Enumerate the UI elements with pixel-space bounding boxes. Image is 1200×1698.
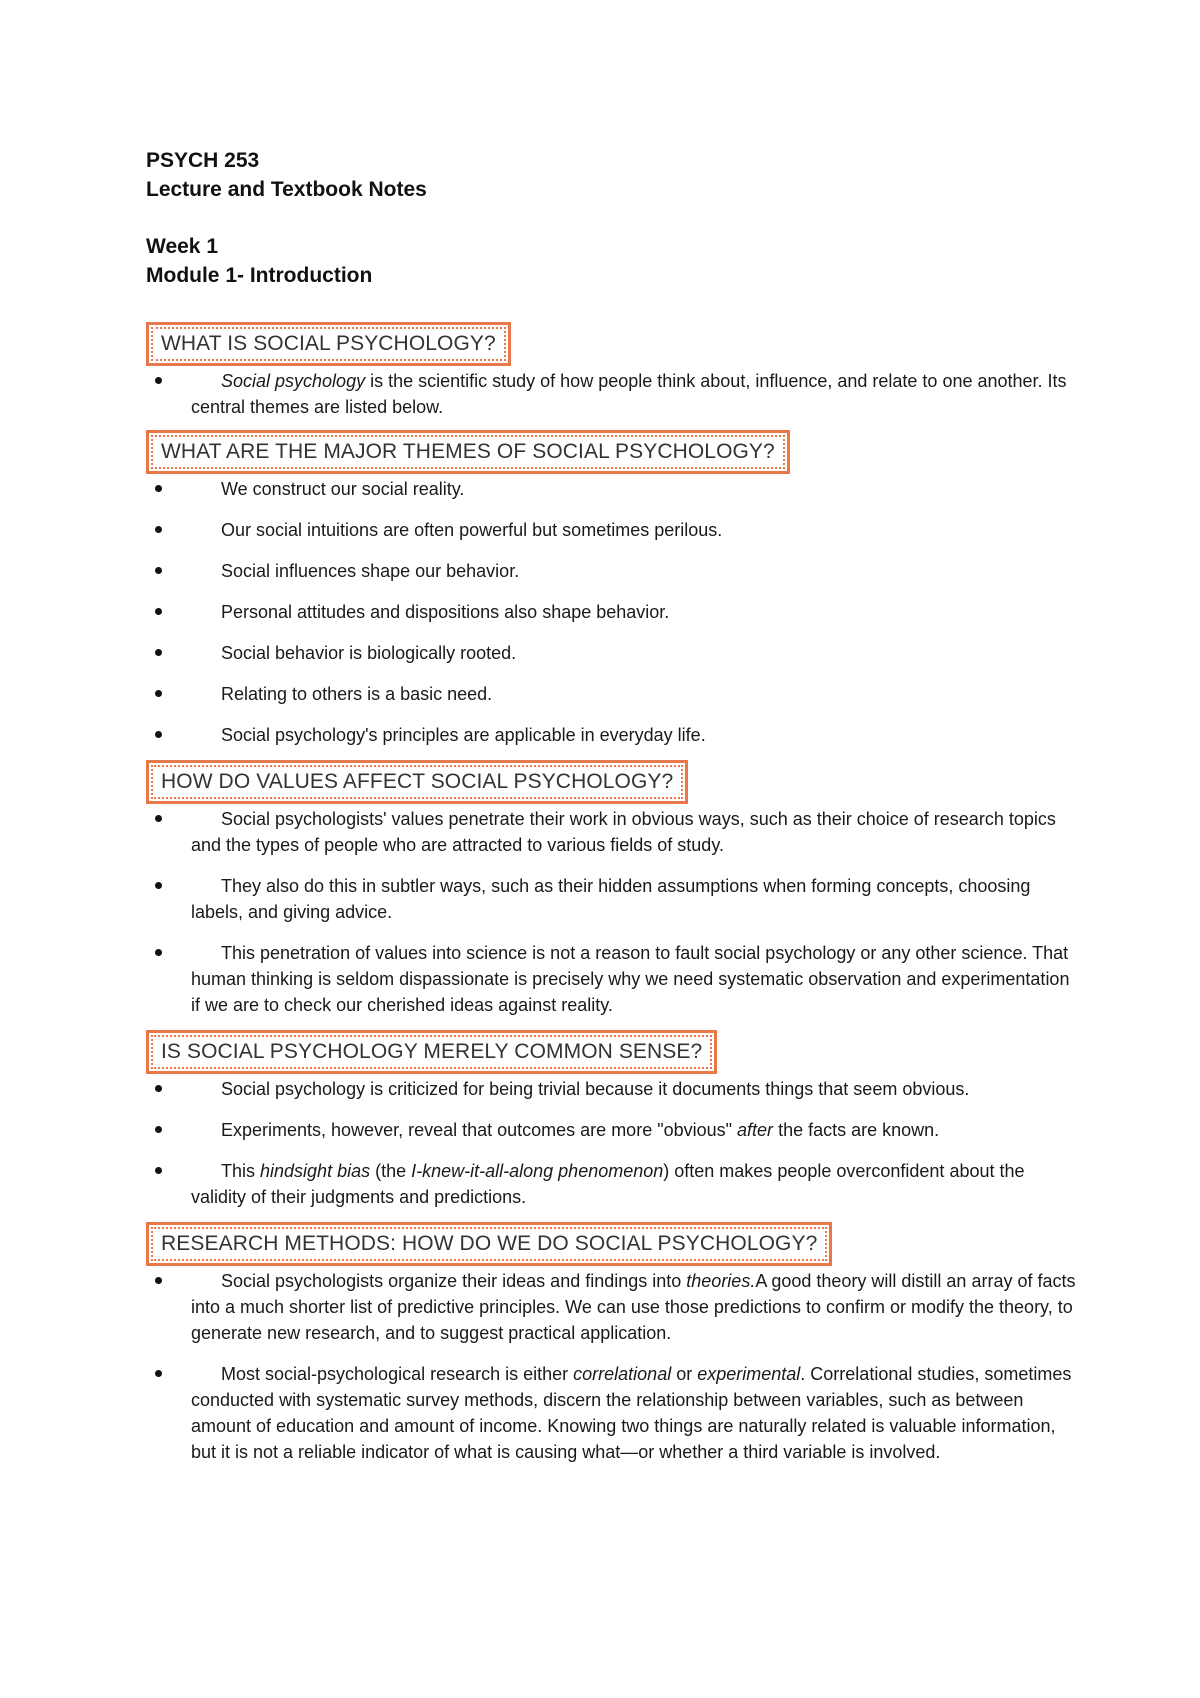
- bullet-item: [146, 599, 1076, 625]
- text-run: Most social-psychological research is either: [221, 1364, 574, 1384]
- section-heading: IS SOCIAL PSYCHOLOGY MERELY COMMON SENSE?: [146, 1030, 717, 1074]
- text-run: Social influences shape our behavior.: [221, 561, 520, 581]
- notes-content: [146, 322, 1076, 1477]
- bullet-item: [146, 640, 1076, 666]
- bullet-item: [146, 940, 1076, 1018]
- text-run: Relating to others is a basic need.: [221, 684, 493, 704]
- bullet-item: [146, 558, 1076, 584]
- notes-section: [146, 430, 1076, 748]
- course-code: PSYCH 253: [146, 149, 260, 172]
- document-subtitle: Lecture and Textbook Notes: [146, 178, 427, 201]
- bullet-item: [146, 873, 1076, 925]
- bullet-item: [146, 1268, 1076, 1346]
- bullet-item: [146, 722, 1076, 748]
- text-run: Social psychology's principles are applicable in everyday life.: [221, 725, 706, 745]
- italic-term: hindsight bias: [260, 1161, 371, 1181]
- bullet-item: [146, 806, 1076, 858]
- text-run: is the scientific study of how people think about, influence, and relate to one another. Its central themes are listed below.: [191, 371, 1067, 417]
- text-run: Social psychologists' values penetrate their work in obvious ways, such as their choice of research topics and the types of people who are attracted to various fields of study.: [191, 809, 1056, 855]
- bullet-list: [146, 368, 1076, 420]
- text-run: Personal attitudes and dispositions also shape behavior.: [221, 602, 670, 622]
- text-run: (the: [370, 1161, 412, 1181]
- bullet-item: [146, 517, 1076, 543]
- text-run: Experiments, however, reveal that outcomes are more "obvious": [221, 1120, 738, 1140]
- text-run: ) often makes people overconfident about the validity of their judgments and predictions.: [191, 1161, 1025, 1207]
- italic-term: Social psychology: [221, 371, 366, 391]
- bullet-list: [146, 1076, 1076, 1210]
- italic-term: experimental: [697, 1364, 801, 1384]
- section-heading: RESEARCH METHODS: HOW DO WE DO SOCIAL PSYCHOLOGY?: [146, 1222, 832, 1266]
- text-run: Social psychology is criticized for being trivial because it documents things that seem obvious.: [221, 1079, 970, 1099]
- text-run: Our social intuitions are often powerful but sometimes perilous.: [221, 520, 723, 540]
- notes-section: [146, 322, 1076, 420]
- italic-term: theories.: [686, 1271, 756, 1291]
- text-run: Social psychologists organize their ideas and findings into: [221, 1271, 687, 1291]
- notes-section: [146, 760, 1076, 1018]
- section-heading: HOW DO VALUES AFFECT SOCIAL PSYCHOLOGY?: [146, 760, 688, 804]
- text-run: We construct our social reality.: [221, 479, 465, 499]
- document-header: [146, 146, 427, 290]
- italic-term: correlational: [573, 1364, 672, 1384]
- bullet-list: [146, 476, 1076, 748]
- text-run: They also do this in subtler ways, such as their hidden assumptions when forming concepts, choosing labels, and giving advice.: [191, 876, 1031, 922]
- bullet-item: [146, 1158, 1076, 1210]
- text-run: the facts are known.: [773, 1120, 940, 1140]
- text-run: This penetration of values into science is not a reason to fault social psychology or any other science. That human thinking is seldom dispassionate is precisely why we need systematic observation and experimentation if we are to check our cherished ideas against reality.: [191, 943, 1070, 1015]
- italic-term: after: [737, 1120, 774, 1140]
- bullet-item: [146, 1076, 1076, 1102]
- bullet-list: [146, 1268, 1076, 1465]
- module-title: Module 1- Introduction: [146, 264, 373, 287]
- bullet-item: [146, 368, 1076, 420]
- section-heading: WHAT ARE THE MAJOR THEMES OF SOCIAL PSYCHOLOGY?: [146, 430, 790, 474]
- week-label: Week 1: [146, 235, 218, 258]
- notes-section: [146, 1030, 1076, 1210]
- italic-term: I-knew-it-all-along phenomenon: [411, 1161, 664, 1181]
- notes-section: [146, 1222, 1076, 1465]
- text-run: Social behavior is biologically rooted.: [221, 643, 517, 663]
- bullet-list: [146, 806, 1076, 1018]
- text-run: . Correlational studies, sometimes conducted with systematic survey methods, discern the relationship between variables, such as between amount of education and amount of income. Knowing two things are naturally related is valuable information, but it is not a reliable indicator of what is causing what—or whether a third variable is involved.: [191, 1364, 1072, 1462]
- section-heading: WHAT IS SOCIAL PSYCHOLOGY?: [146, 322, 511, 366]
- bullet-item: [146, 1117, 1076, 1143]
- bullet-item: [146, 1361, 1076, 1465]
- text-run: This: [221, 1161, 261, 1181]
- header-spacer: [146, 204, 427, 232]
- text-run: A good theory will distill an array of facts into a much shorter list of predictive principles. We can use those predictions to confirm or modify the theory, to generate new research, and to suggest practical application.: [191, 1271, 1076, 1343]
- bullet-item: [146, 476, 1076, 502]
- bullet-item: [146, 681, 1076, 707]
- text-run: or: [671, 1364, 698, 1384]
